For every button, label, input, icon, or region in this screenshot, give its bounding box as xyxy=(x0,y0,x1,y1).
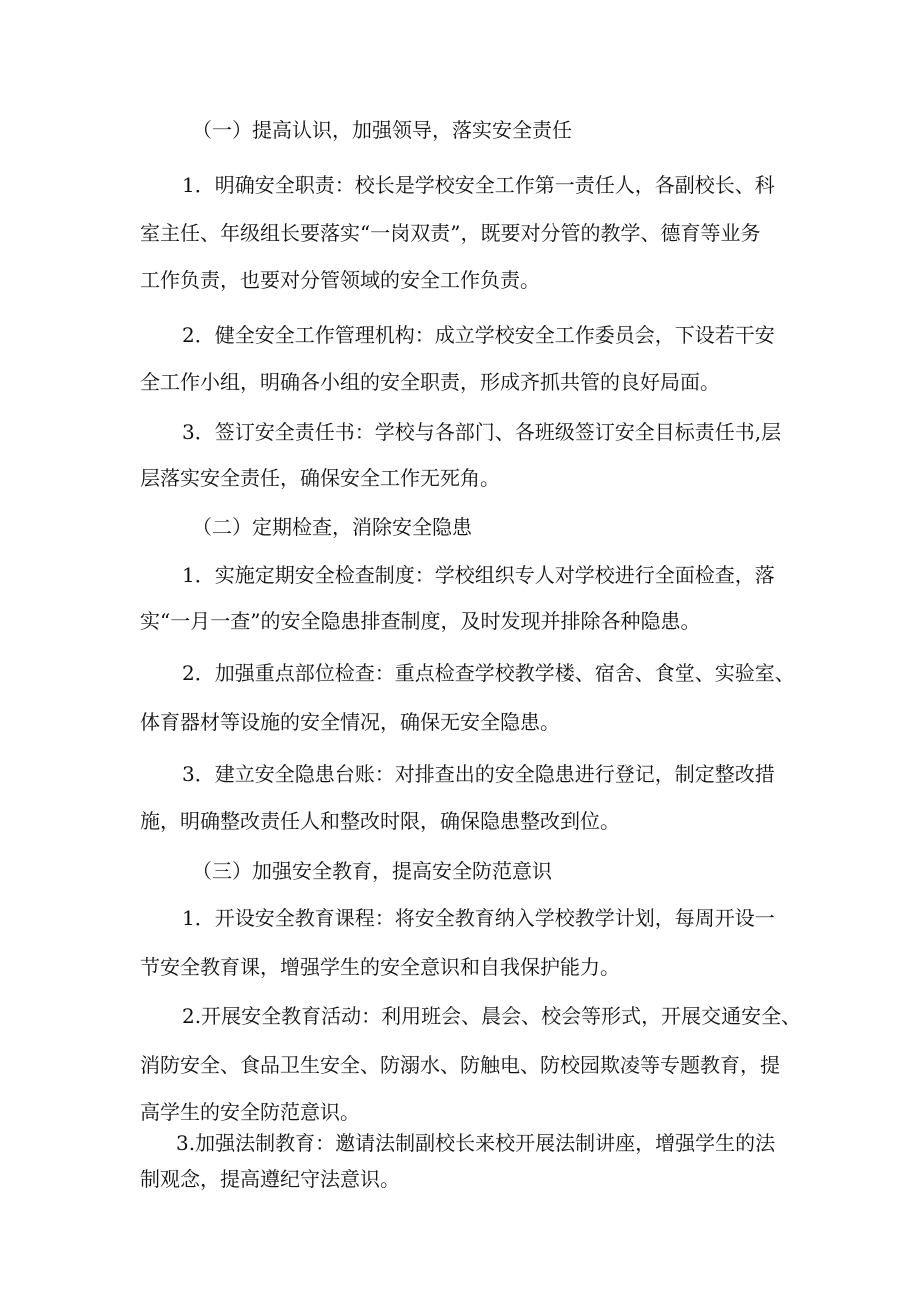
paragraph-line: 2．健全安全工作管理机构：成立学校安全工作委员会，下设若干安 xyxy=(182,323,775,347)
paragraph-line: 3．建立安全隐患台账：对排查出的安全隐患进行登记，制定整改措 xyxy=(182,762,775,786)
paragraph-line: 制观念，提高遵纪守法意识。 xyxy=(140,1167,400,1191)
paragraph-line: 高学生的安全防范意识。 xyxy=(140,1100,360,1124)
paragraph-line: 体育器材等设施的安全情况，确保无安全隐患。 xyxy=(140,710,560,734)
paragraph-line: 3．签订安全责任书：学校与各部门、各班级签订安全目标责任书,层 xyxy=(182,420,782,444)
paragraph-line: 2．加强重点部位检查：重点检查学校教学楼、宿舍、食堂、实验室、 xyxy=(182,661,795,685)
paragraph-line: 1．开设安全教育课程：将安全教育纳入学校教学计划，每周开设一 xyxy=(182,906,775,930)
section-heading-2: （二）定期检查，消除安全隐患 xyxy=(192,515,472,539)
section-heading-3: （三）加强安全教育，提高安全防范意识 xyxy=(192,859,552,883)
paragraph-line: 施，明确整改责任人和整改时限，确保隐患整改到位。 xyxy=(140,809,620,833)
paragraph-line: 工作负责，也要对分管领域的安全工作负责。 xyxy=(140,268,540,292)
paragraph-line: 消防安全、食品卫生安全、防溺水、防触电、防校园欺凌等专题教育，提 xyxy=(140,1053,780,1077)
paragraph-line: 1．实施定期安全检查制度：学校组织专人对学校进行全面检查，落 xyxy=(182,563,775,587)
paragraph-line: 层落实安全责任，确保安全工作无死角。 xyxy=(140,466,500,490)
paragraph-line: 1．明确安全职责：校长是学校安全工作第一责任人，各副校长、科 xyxy=(182,173,775,197)
paragraph-line: 3.加强法制教育：邀请法制副校长来校开展法制讲座，增强学生的法 xyxy=(176,1131,776,1155)
paragraph-line: 室主任、年级组长要落实“一岗双责”，既要对分管的教学、德育等业务 xyxy=(140,221,761,245)
paragraph-line: 实“一月一查”的安全隐患排查制度，及时发现并排除各种隐患。 xyxy=(140,609,701,633)
paragraph-line: 节安全教育课，增强学生的安全意识和自我保护能力。 xyxy=(140,955,620,979)
paragraph-line: 2.开展安全教育活动：利用班会、晨会、校会等形式，开展交通安全、 xyxy=(182,1004,802,1028)
section-heading-1: （一）提高认识，加强领导，落实安全责任 xyxy=(192,118,572,142)
paragraph-line: 全工作小组，明确各小组的安全职责，形成齐抓共管的良好局面。 xyxy=(140,370,720,394)
